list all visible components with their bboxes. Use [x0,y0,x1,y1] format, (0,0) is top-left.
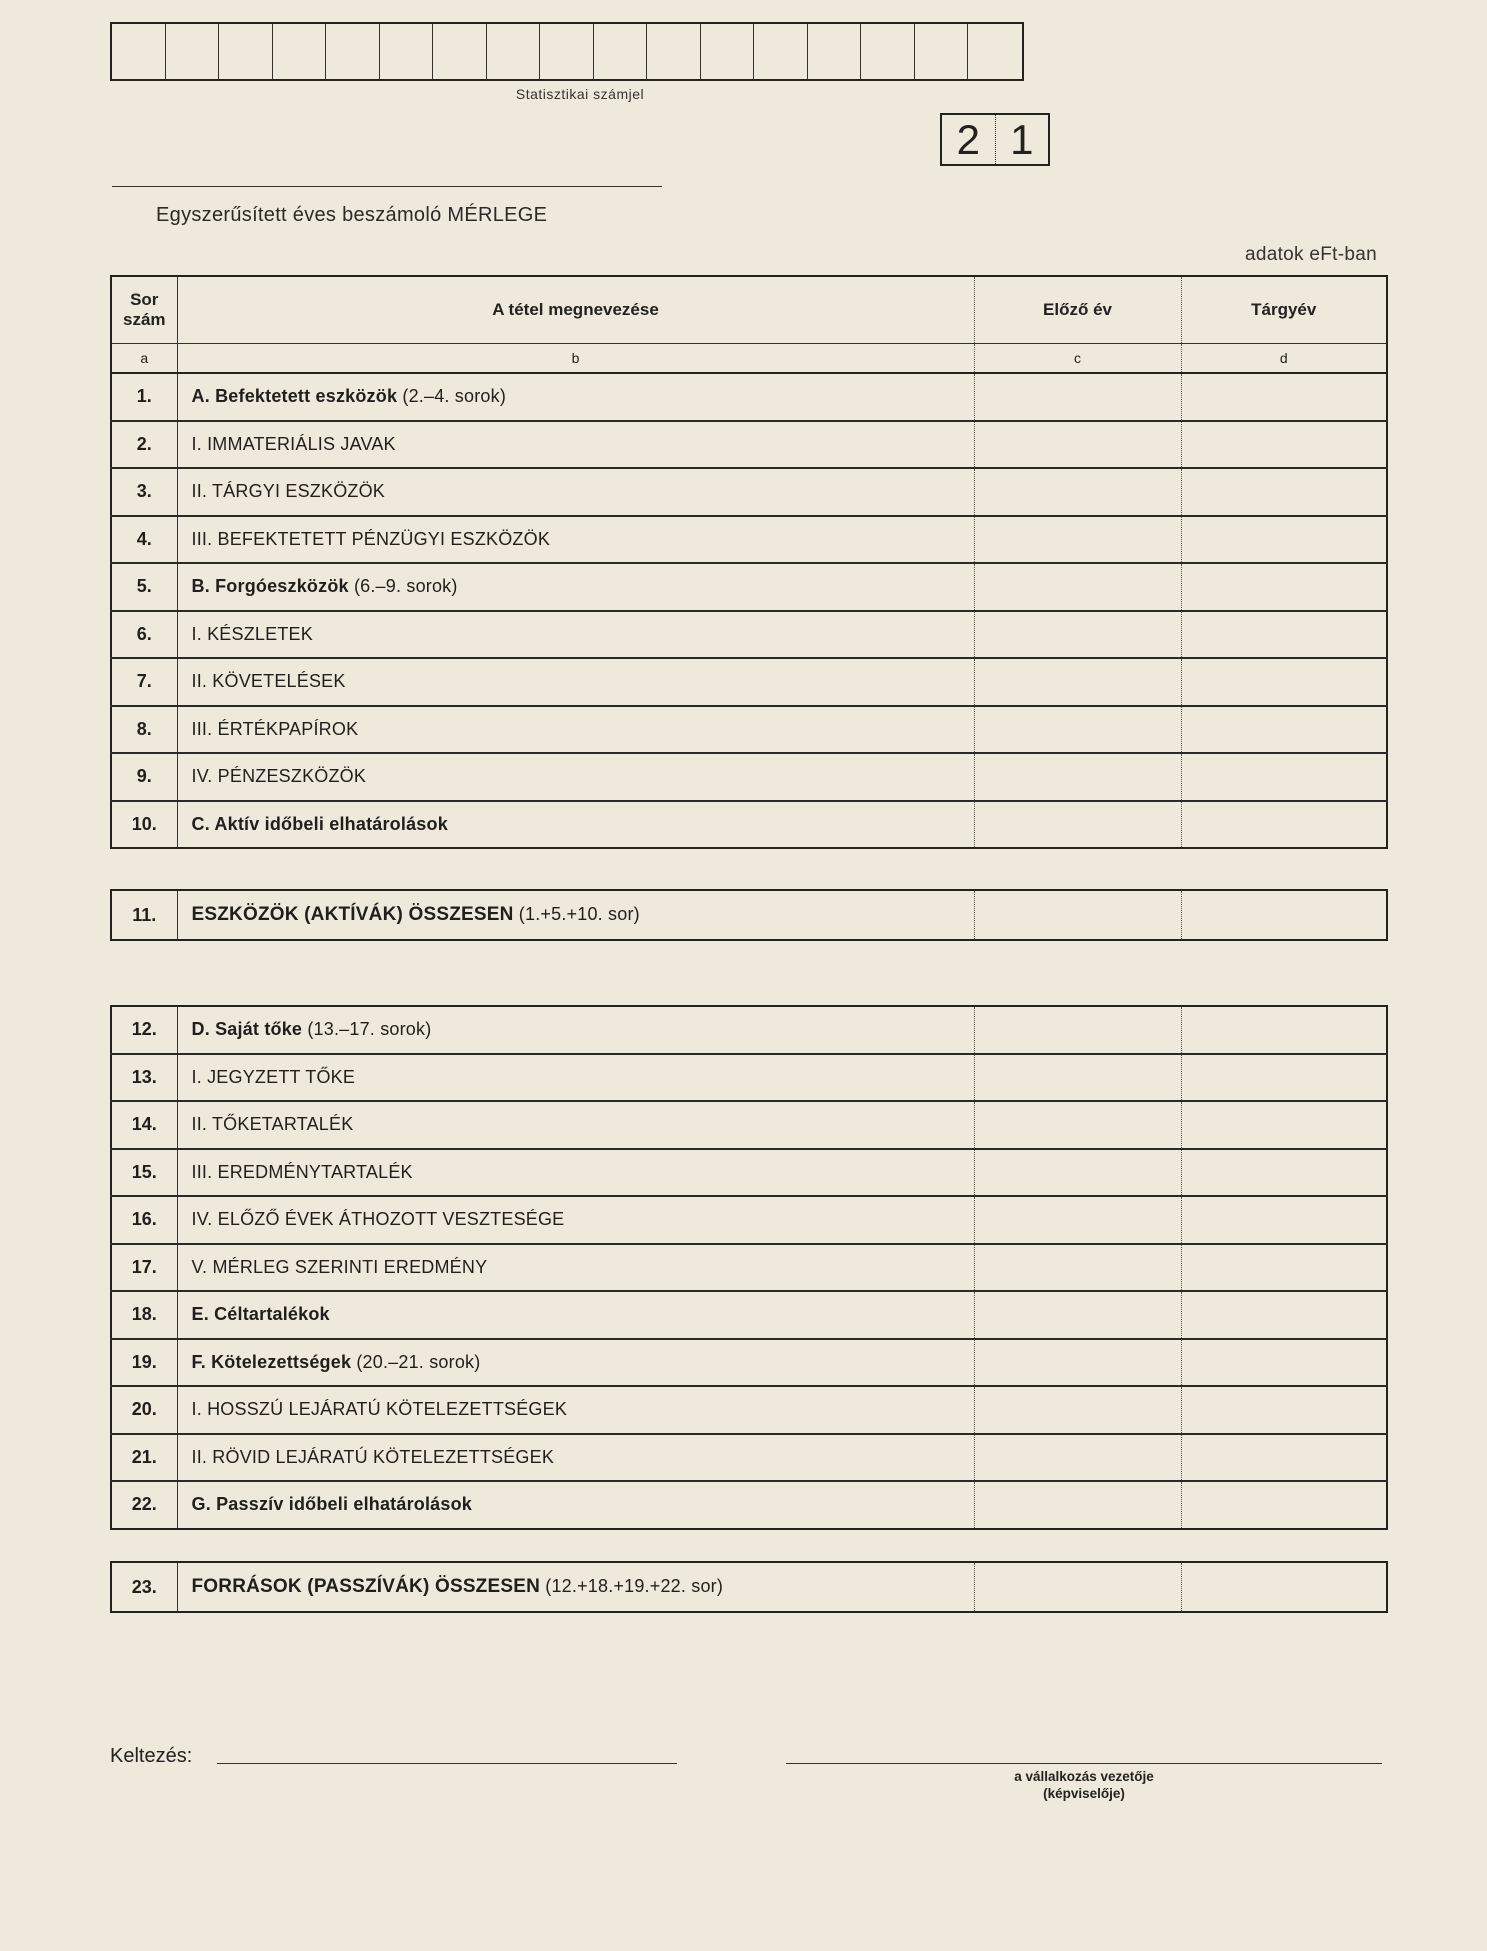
row-label [177,611,974,659]
statistical-number-digit-box[interactable] [861,24,915,79]
row-number: 17. [111,1244,177,1292]
row-number: 1. [111,373,177,421]
table-row [111,1339,1387,1387]
row-number: 7. [111,658,177,706]
current-year-cell[interactable] [1181,1339,1387,1387]
header-item-name: A tétel megnevezése [177,276,974,344]
table-row [111,753,1387,801]
current-year-cell[interactable] [1181,421,1387,469]
row-number: 11. [111,890,177,940]
table-row [111,890,1387,940]
row-number: 16. [111,1196,177,1244]
statistical-number-digit-box[interactable] [112,24,166,79]
table-row [111,516,1387,564]
statistical-number-digit-box[interactable] [326,24,380,79]
previous-year-cell[interactable] [974,1291,1181,1339]
row-label-text: III. BEFEKTETETT PÉNZÜGYI ESZKÖZÖK [191,528,551,549]
header-current-year: Tárgyév [1181,276,1387,344]
row-label-text: III. ÉRTÉKPAPÍROK [191,718,359,739]
table-row [111,658,1387,706]
row-label [177,1562,974,1612]
column-letter: c [974,344,1181,374]
previous-year-cell[interactable] [974,1054,1181,1102]
form-code-box [940,113,1050,166]
row-label [177,421,974,469]
row-label-text: IV. ELŐZŐ ÉVEK ÁTHOZOTT VESZTESÉGE [191,1209,565,1230]
previous-year-cell[interactable] [974,611,1181,659]
row-label [177,468,974,516]
row-number: 18. [111,1291,177,1339]
total-liabilities-label: FORRÁSOK (PASSZÍVÁK) ÖSSZESEN [191,1576,541,1597]
previous-year-cell[interactable] [974,890,1181,940]
row-label [177,1339,974,1387]
date-line[interactable] [217,1763,677,1764]
header-row-number-line1: Sor [130,290,159,309]
table-row [111,468,1387,516]
current-year-cell[interactable] [1181,373,1387,421]
form-code-digit: 2 [956,116,980,163]
current-year-cell[interactable] [1181,1006,1387,1054]
row-range: (1.+5.+10. sor) [518,904,640,924]
row-number: 10. [111,801,177,849]
previous-year-cell[interactable] [974,753,1181,801]
previous-year-cell[interactable] [974,1006,1181,1054]
row-label [177,753,974,801]
current-year-cell[interactable] [1181,1054,1387,1102]
row-number: 13. [111,1054,177,1102]
row-label-text: III. EREDMÉNYTARTALÉK [191,1161,413,1182]
header-row-number [111,276,177,344]
previous-year-cell[interactable] [974,801,1181,849]
current-year-cell[interactable] [1181,658,1387,706]
statistical-number-label: Statisztikai számjel [515,86,645,102]
previous-year-cell[interactable] [974,563,1181,611]
statistical-number-digit-box[interactable] [968,24,1022,79]
statistical-number-digit-box[interactable] [487,24,541,79]
statistical-number-digit-box[interactable] [433,24,487,79]
row-label [177,706,974,754]
statistical-number-digit-box[interactable] [808,24,862,79]
row-number: 22. [111,1481,177,1529]
statistical-number-digit-box[interactable] [754,24,808,79]
column-letter: d [1181,344,1387,374]
row-label-text: D. Saját tőke [191,1019,303,1040]
row-label [177,1054,974,1102]
current-year-cell[interactable] [1181,706,1387,754]
row-label-text: I. HOSSZÚ LEJÁRATÚ KÖTELEZETTSÉGEK [191,1399,568,1420]
signature-caption [786,1768,1382,1802]
previous-year-cell[interactable] [974,516,1181,564]
current-year-cell[interactable] [1181,1244,1387,1292]
table-row [111,1149,1387,1197]
row-label-text: I. JEGYZETT TŐKE [191,1066,356,1087]
previous-year-cell[interactable] [974,1339,1181,1387]
table-row [111,1386,1387,1434]
current-year-cell[interactable] [1181,1562,1387,1612]
row-label [177,1386,974,1434]
current-year-cell[interactable] [1181,611,1387,659]
total-liabilities-table [110,1561,1388,1613]
row-number: 23. [111,1562,177,1612]
current-year-cell[interactable] [1181,890,1387,940]
row-label-text: C. Aktív időbeli elhatárolások [191,813,448,834]
table-row [111,1481,1387,1529]
previous-year-cell[interactable] [974,706,1181,754]
row-label [177,516,974,564]
previous-year-cell[interactable] [974,1562,1181,1612]
current-year-cell[interactable] [1181,1434,1387,1482]
row-range: (20.–21. sorok) [356,1351,481,1372]
column-letter: a [111,344,177,374]
row-label-text: I. IMMATERIÁLIS JAVAK [191,433,396,454]
statistical-number-digit-box[interactable] [915,24,969,79]
row-label-text: IV. PÉNZESZKÖZÖK [191,766,367,787]
header-row-number-line2: szám [122,310,166,329]
row-number: 21. [111,1434,177,1482]
row-range: (2.–4. sorok) [402,386,507,407]
row-label-text: E. Céltartalékok [191,1304,330,1325]
statistical-number-digit-box[interactable] [594,24,648,79]
assets-table [110,275,1388,849]
row-label-text: B. Forgóeszközök [191,576,349,597]
signature-line[interactable] [786,1763,1382,1764]
previous-year-cell[interactable] [974,468,1181,516]
row-label [177,373,974,421]
current-year-cell[interactable] [1181,801,1387,849]
statistical-number-digit-box[interactable] [219,24,273,79]
current-year-cell[interactable] [1181,753,1387,801]
row-label [177,1434,974,1482]
row-label [177,1006,974,1054]
units-note: adatok eFt-ban [1244,244,1377,265]
previous-year-cell[interactable] [974,658,1181,706]
document-title: Egyszerűsített éves beszámoló MÉRLEGE [156,204,548,226]
table-row [111,1196,1387,1244]
row-range: (6.–9. sorok) [353,576,458,597]
statistical-number-digit-box[interactable] [647,24,701,79]
table-row [111,1562,1387,1612]
row-label [177,658,974,706]
signature-caption-line2: (képviselője) [1043,1786,1125,1801]
table-row [111,1054,1387,1102]
row-label [177,1149,974,1197]
statistical-number-digit-box[interactable] [701,24,755,79]
current-year-cell[interactable] [1181,516,1387,564]
row-number: 14. [111,1101,177,1149]
row-number: 12. [111,1006,177,1054]
row-label-text: II. TŐKETARTALÉK [191,1114,354,1135]
header-previous-year: Előző év [974,276,1181,344]
form-code-digit: 1 [995,115,1049,164]
row-number: 6. [111,611,177,659]
row-number: 5. [111,563,177,611]
column-letter: b [177,344,974,374]
table-row [111,1434,1387,1482]
row-number: 8. [111,706,177,754]
table-row [111,421,1387,469]
table-row [111,801,1387,849]
statistical-number-digit-box[interactable] [380,24,434,79]
current-year-cell[interactable] [1181,1196,1387,1244]
row-label [177,890,974,940]
statistical-number-digit-box[interactable] [540,24,594,79]
current-year-cell[interactable] [1181,1149,1387,1197]
current-year-cell[interactable] [1181,563,1387,611]
previous-year-cell[interactable] [974,1149,1181,1197]
row-number: 3. [111,468,177,516]
row-label-text: F. Kötelezettségek [191,1351,352,1372]
total-assets-label: ESZKÖZÖK (AKTÍVÁK) ÖSSZESEN [191,904,514,925]
row-range: (12.+18.+19.+22. sor) [545,1576,724,1596]
row-label-text: A. Befektetett eszközök [191,386,398,407]
total-assets-table [110,889,1388,941]
signature-caption-line1: a vállalkozás vezetője [1014,1769,1154,1784]
table-row [111,611,1387,659]
company-name-line[interactable] [112,186,662,187]
date-label: Keltezés: [110,1745,193,1767]
table-row [111,563,1387,611]
row-label [177,1196,974,1244]
table-row [111,1006,1387,1054]
row-label-text: II. TÁRGYI ESZKÖZÖK [191,481,386,502]
table-row [111,373,1387,421]
statistical-number-boxes[interactable] [110,22,1024,81]
previous-year-cell[interactable] [974,1386,1181,1434]
previous-year-cell[interactable] [974,1244,1181,1292]
current-year-cell[interactable] [1181,468,1387,516]
previous-year-cell[interactable] [974,373,1181,421]
table-row [111,1291,1387,1339]
current-year-cell[interactable] [1181,1481,1387,1529]
row-label-text: II. RÖVID LEJÁRATÚ KÖTELEZETTSÉGEK [191,1446,555,1467]
row-number: 9. [111,753,177,801]
table-row [111,1101,1387,1149]
row-label-text: I. KÉSZLETEK [191,623,313,644]
statistical-number-digit-box[interactable] [166,24,220,79]
table-row [111,706,1387,754]
row-label [177,1291,974,1339]
row-number: 15. [111,1149,177,1197]
row-label [177,1244,974,1292]
row-label [177,1481,974,1529]
current-year-cell[interactable] [1181,1291,1387,1339]
liabilities-table [110,1005,1388,1530]
statistical-number-digit-box[interactable] [273,24,327,79]
previous-year-cell[interactable] [974,1196,1181,1244]
row-number: 19. [111,1339,177,1387]
row-number: 2. [111,421,177,469]
previous-year-cell[interactable] [974,421,1181,469]
table-row [111,1244,1387,1292]
row-number: 4. [111,516,177,564]
row-label [177,1101,974,1149]
current-year-cell[interactable] [1181,1101,1387,1149]
previous-year-cell[interactable] [974,1101,1181,1149]
row-label [177,563,974,611]
row-label-text: II. KÖVETELÉSEK [191,671,346,692]
row-label-text: G. Passzív időbeli elhatárolások [191,1494,473,1515]
previous-year-cell[interactable] [974,1434,1181,1482]
row-number: 20. [111,1386,177,1434]
row-range: (13.–17. sorok) [307,1019,432,1040]
previous-year-cell[interactable] [974,1481,1181,1529]
current-year-cell[interactable] [1181,1386,1387,1434]
row-label [177,801,974,849]
row-label-text: V. MÉRLEG SZERINTI EREDMÉNY [191,1256,488,1277]
